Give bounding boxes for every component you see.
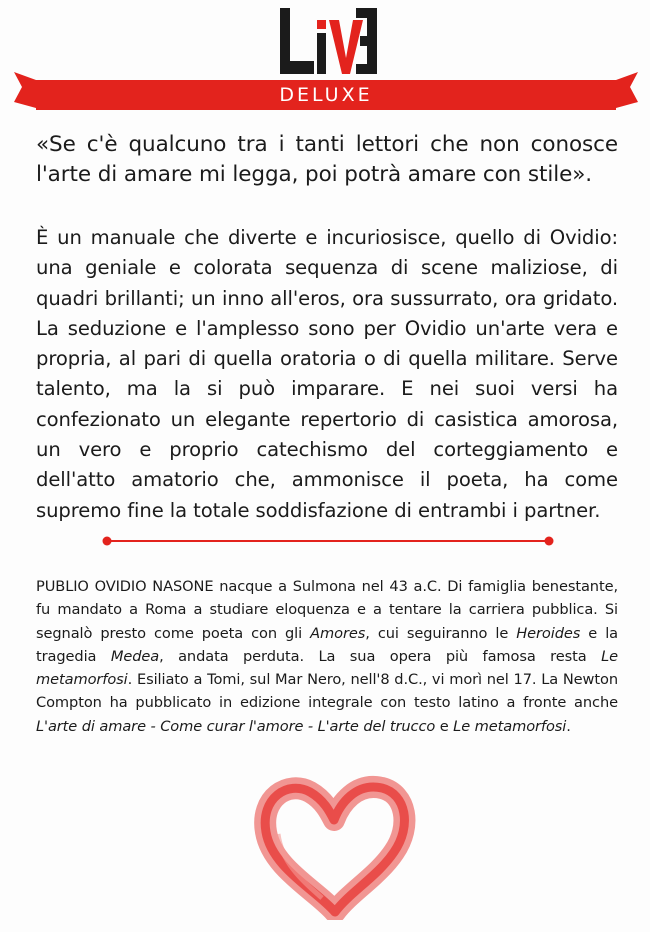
banner-label: DELUXE [279,84,373,106]
divider-line [100,534,556,548]
author-bio: PUBLIO OVIDIO NASONE nacque a Sulmona nel 43 a.C. Di famiglia benestante, fu mandato a Roma a studiare eloquenza e a tentare la carriera pubblica. Si segnalò presto come poeta con gli Amores, cui seguiranno le Heroides e la tragedia Medea, andata perduta. La sua opera più famosa resta Le metamorfosi. Esiliato a Tomi, sul Mar Nero, nell'8 d.C., vi morì nel 17. La Newton Compton ha pubblicato in edizione integrale con testo latino a fronte anche L'arte di amare - Come curar l'amore - L'arte del trucco e Le metamorfosi. [36,578,618,735]
title-heroides: Heroides [516,624,581,642]
heart-icon [254,772,416,920]
author-name: PUBLIO OVIDIO NASONE [36,578,214,595]
banner-ribbon-left [14,72,36,108]
title-medea: Medea [110,647,160,665]
title-arte-di-amare: L'arte di amare - Come curar l'amore - L'arte del trucco [36,717,436,735]
book-description: È un manuale che diverte e incuriosisce, quello di Ovidio: una geniale e colorata sequenza di scene maliziose, di quadri brillanti; un inno all'eros, ora sussurrato, ora gridato. La seduzione e l'amplesso sono per Ovidio un'arte vera e propria, al pari di quella oratoria o di quella militare. Serve talento, ma la si può imparare. E nei suoi versi ha confezionato un elegante repertorio di casistica amorosa, un vero e proprio catechismo del corteggiamento e dell'atto amatorio che, ammonisce il poeta, ha come supremo fine la totale soddisfazione di entrambi i partner. [36,226,618,522]
live-logo [274,6,378,76]
title-metamorfosi-2: Le metamorfosi [453,717,567,735]
pull-quote: «Se c'è qualcuno tra i tanti lettori che non conosce l'arte di amare mi legga, poi potrà amare con stile». [36,132,618,187]
banner-ribbon-right [616,72,638,108]
title-metamorfosi: Le metamorfosi [36,647,618,689]
title-amores: Amores [310,624,366,642]
